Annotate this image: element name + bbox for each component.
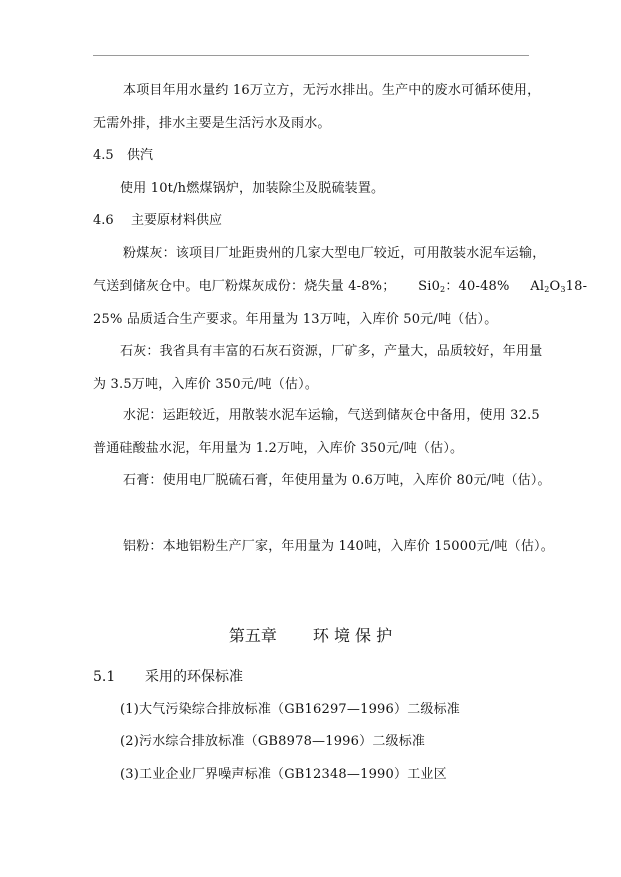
lime-line-1: 石灰：我省具有丰富的石灰石资源，厂矿多，产量大，品质较好，年用量 [120, 344, 543, 359]
flyash-line-3: 25% 品质适合生产要求。年用量为 13万吨，入库价 50元/吨（估）。 [93, 312, 498, 327]
standard-item-1: (1)大气污染综合排放标准（GB16297—1996）二级标准 [120, 702, 460, 717]
section-4-5-number: 4.5 [93, 148, 114, 163]
cement-line-1: 水泥：运距较近，用散装水泥车运输，气送到储灰仓中备用，使用 32.5 [123, 408, 540, 423]
section-4-6-title: 主要原材料供应 [131, 213, 223, 228]
section-4-5-heading [93, 148, 153, 164]
section-4-5-body: 使用 10t/h燃煤锅炉，加装除尘及脱硫装置。 [120, 181, 385, 196]
water-line-1: 本项目年用水量约 16万立方，无污水排出。生产中的废水可循环使用， [123, 83, 541, 98]
flyash-line-1: 粉煤灰：该项目厂址距贵州的几家大型电厂较近，可用散装水泥车运输， [123, 246, 546, 261]
section-5-1-number: 5.1 [93, 669, 116, 685]
section-5-1-title: 采用的环保标准 [145, 669, 243, 685]
water-line-2: 无需外排，排水主要是生活污水及雨水。 [93, 116, 331, 131]
standard-item-3: (3)工业企业厂界噪声标准（GB12348—1990）工业区 [120, 767, 447, 782]
header-rule [93, 55, 529, 56]
section-4-5-title: 供汽 [127, 148, 154, 163]
section-4-6-heading [93, 213, 222, 229]
chapter-title [0, 626, 621, 646]
flyash-al2o3: $Al_2O_318-$ [530, 279, 588, 294]
lime-line-2: 为 3.5万吨，入库价 350元/吨（估）。 [93, 377, 319, 392]
flyash-line-2-text: 气送到储灰仓中。电厂粉煤灰成份：烧失量 4-8%； [93, 279, 396, 294]
chapter-label: 第五章 [228, 626, 277, 645]
standard-item-2: (2)污水综合排放标准（GB8978—1996）二级标准 [120, 734, 426, 749]
section-4-6-number: 4.6 [93, 213, 114, 228]
flyash-sio2: $Si0_2$：40-48% [418, 279, 510, 294]
flyash-line-2 [93, 279, 587, 295]
chapter-name: 环 境 保 护 [312, 626, 393, 645]
aluminum-line-1: 铝粉：本地铝粉生产厂家，年用量为 140吨，入库价 15000元/吨（估）。 [123, 539, 554, 554]
cement-line-2: 普通硅酸盐水泥，年用量为 1.2万吨，入库价 350元/吨（估）。 [93, 441, 464, 456]
section-5-1-heading [93, 668, 243, 686]
gypsum-line-1: 石膏：使用电厂脱硫石膏，年使用量为 0.6万吨，入库价 80元/吨（估）。 [123, 473, 551, 488]
